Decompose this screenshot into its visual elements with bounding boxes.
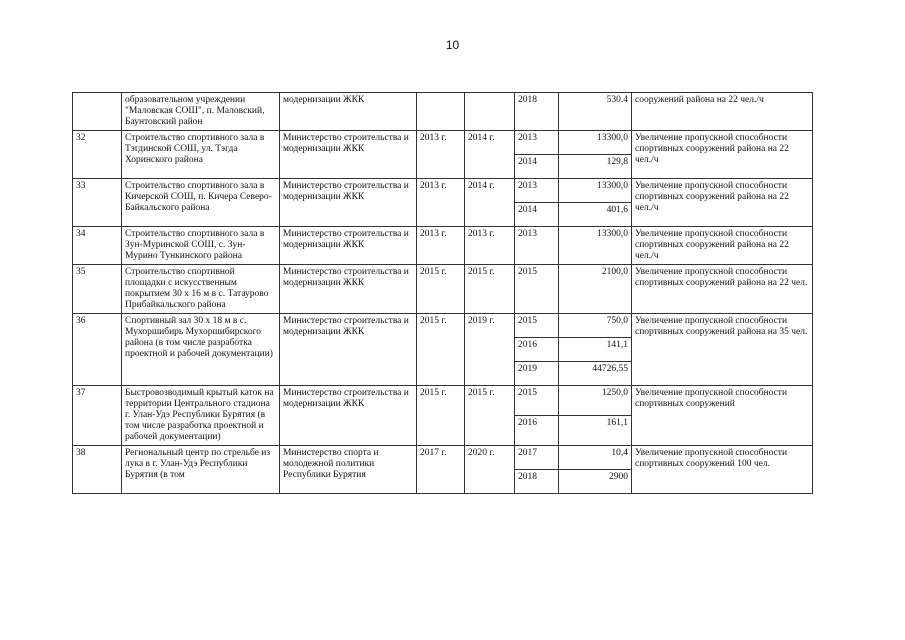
expected-result: Увеличение пропускной способности спортивных сооружений района на 35 чел. xyxy=(632,314,813,386)
end-year: 2019 г. xyxy=(465,314,515,386)
expected-result: сооружений района на 22 чел./ч xyxy=(632,93,813,131)
row-number: 33 xyxy=(73,179,122,227)
row-number: 36 xyxy=(73,314,122,386)
responsible-org: Министерство строительства и модернизации ЖКК xyxy=(280,227,417,265)
expected-result: Увеличение пропускной способности спортивных сооружений района на 22 чел./ч xyxy=(632,131,813,179)
expected-result: Увеличение пропускной способности спортивных сооружений 100 чел. xyxy=(632,446,813,494)
end-year: 2020 г. xyxy=(465,446,515,494)
object-name: Строительство спортивного зала в Тэгдинской СОШ, ул. Тэгда Хоринского района xyxy=(122,131,280,179)
table-row xyxy=(73,265,813,314)
funding-value: 530.4 xyxy=(559,93,632,131)
row-number: 35 xyxy=(73,265,122,314)
funding-year: 2016 xyxy=(515,338,559,362)
object-name: образовательном учреждении "Маловская СОШ", п. Маловский, Баунтовский район xyxy=(122,93,280,131)
object-name: Региональный центр по стрельбе из лука в г. Улан-Удэ Республики Бурятия (в том xyxy=(122,446,280,494)
funding-year: 2015 xyxy=(515,314,559,338)
table-body xyxy=(73,93,813,494)
row-number: 32 xyxy=(73,131,122,179)
table-row xyxy=(73,314,813,338)
start-year: 2013 г. xyxy=(417,227,465,265)
funding-value: 750,0 xyxy=(559,314,632,338)
responsible-org: модернизации ЖКК xyxy=(280,93,417,131)
funding-year: 2014 xyxy=(515,203,559,227)
funding-value: 401,6 xyxy=(559,203,632,227)
start-year: 2015 г. xyxy=(417,386,465,446)
responsible-org: Министерство строительства и модернизации ЖКК xyxy=(280,265,417,314)
start-year: 2015 г. xyxy=(417,314,465,386)
program-table xyxy=(72,92,813,494)
end-year: 2015 г. xyxy=(465,386,515,446)
start-year: 2015 г. xyxy=(417,265,465,314)
object-name: Строительство спортивного зала в Кичерской СОШ, п. Кичера Северо-Байкальского района xyxy=(122,179,280,227)
object-name: Строительство спортивной площадки с искусственным покрытием 30 х 16 м в с. Татаурово Прибайкальского района xyxy=(122,265,280,314)
object-name: Быстровозводимый крытый каток на территории Центрального стадиона г. Улан-Удэ Республики Бурятия (в том числе разработка проектной и рабочей документации) xyxy=(122,386,280,446)
table-row xyxy=(73,179,813,203)
funding-year: 2013 xyxy=(515,227,559,265)
funding-year: 2014 xyxy=(515,155,559,179)
table-row xyxy=(73,131,813,155)
object-name: Строительство спортивного зала в Зун-Муринской СОШ, с. Зун-Мурино Тункинского района xyxy=(122,227,280,265)
funding-year: 2018 xyxy=(515,470,559,494)
object-name: Спортивный зал 30 х 18 м в с. Мухоршибирь Мухоршибирского района (в том числе разработка проектной и рабочей документации) xyxy=(122,314,280,386)
responsible-org: Министерство строительства и модернизации ЖКК xyxy=(280,131,417,179)
row-number: 37 xyxy=(73,386,122,446)
table-row xyxy=(73,386,813,416)
end-year: 2014 г. xyxy=(465,131,515,179)
funding-value: 141,1 xyxy=(559,338,632,362)
responsible-org: Министерство строительства и модернизации ЖКК xyxy=(280,179,417,227)
row-number: 34 xyxy=(73,227,122,265)
funding-year: 2013 xyxy=(515,179,559,203)
row-number xyxy=(73,93,122,131)
funding-value: 129,8 xyxy=(559,155,632,179)
expected-result: Увеличение пропускной способности спортивных сооружений района на 22 чел./ч xyxy=(632,179,813,227)
funding-value: 44726,55 xyxy=(559,362,632,386)
responsible-org: Министерство спорта и молодежной политики Республики Бурятия xyxy=(280,446,417,494)
table-row xyxy=(73,227,813,265)
funding-value: 2900 xyxy=(559,470,632,494)
start-year: 2013 г. xyxy=(417,179,465,227)
funding-year: 2016 xyxy=(515,416,559,446)
expected-result: Увеличение пропускной способности спортивных сооружений района на 22 чел. xyxy=(632,265,813,314)
end-year: 2013 г. xyxy=(465,227,515,265)
table-row xyxy=(73,93,813,131)
funding-value: 13300,0 xyxy=(559,179,632,203)
start-year: 2017 г. xyxy=(417,446,465,494)
responsible-org: Министерство строительства и модернизации ЖКК xyxy=(280,314,417,386)
expected-result: Увеличение пропускной способности спортивных сооружений xyxy=(632,386,813,446)
start-year: 2013 г. xyxy=(417,131,465,179)
row-number: 38 xyxy=(73,446,122,494)
funding-value: 161,1 xyxy=(559,416,632,446)
funding-value: 10,4 xyxy=(559,446,632,470)
end-year: 2014 г. xyxy=(465,179,515,227)
funding-year: 2015 xyxy=(515,386,559,416)
funding-value: 13300,0 xyxy=(559,131,632,155)
table-row xyxy=(73,446,813,470)
funding-value: 13300,0 xyxy=(559,227,632,265)
funding-value: 1250,0 xyxy=(559,386,632,416)
end-year: 2015 г. xyxy=(465,265,515,314)
funding-year: 2013 xyxy=(515,131,559,155)
page-number: 10 xyxy=(445,38,460,52)
expected-result: Увеличение пропускной способности спортивных сооружений района на 22 чел./ч xyxy=(632,227,813,265)
start-year xyxy=(417,93,465,131)
funding-value: 2100,0 xyxy=(559,265,632,314)
funding-year: 2019 xyxy=(515,362,559,386)
funding-year: 2017 xyxy=(515,446,559,470)
funding-year: 2018 xyxy=(515,93,559,131)
funding-year: 2015 xyxy=(515,265,559,314)
end-year xyxy=(465,93,515,131)
responsible-org: Министерство строительства и модернизации ЖКК xyxy=(280,386,417,446)
